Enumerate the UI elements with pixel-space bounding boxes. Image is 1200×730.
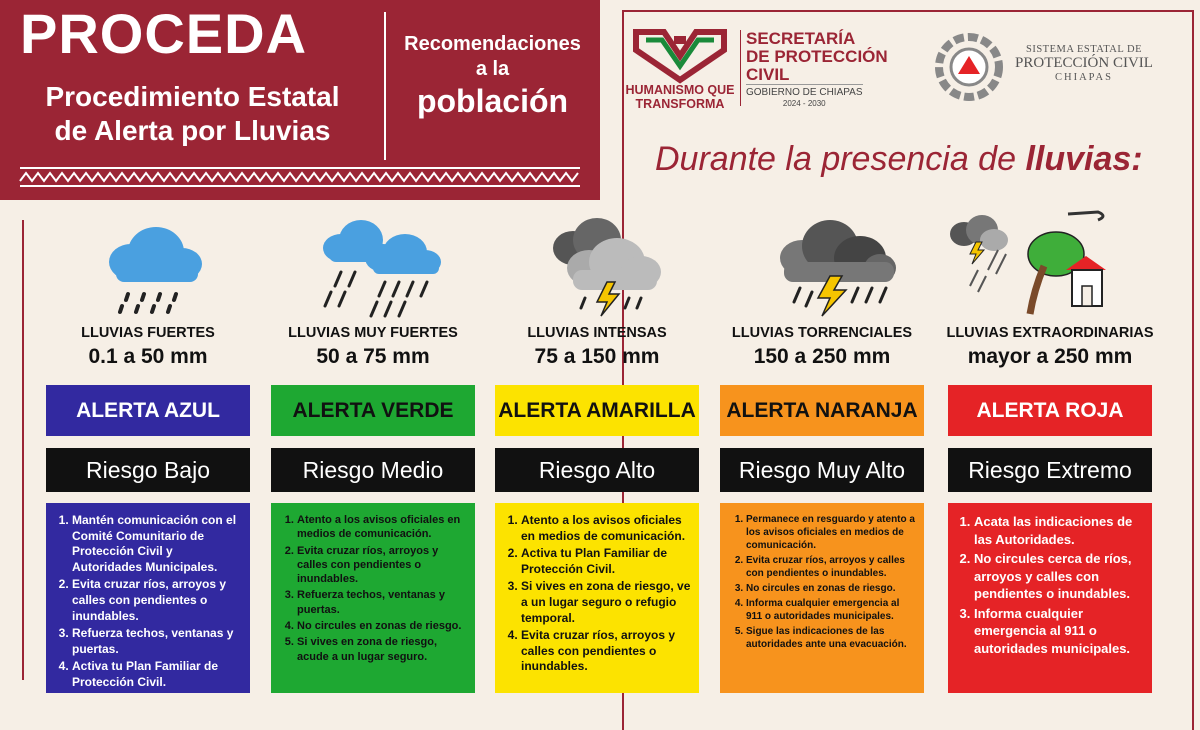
- page-subtitle: Procedimiento Estatal de Alerta por Lluvias: [45, 81, 340, 146]
- list-item: 3. Informa cualquier emergencia al 911 o autoridades municipales.: [974, 605, 1146, 658]
- risk-label: Riesgo Muy Alto: [720, 448, 924, 492]
- rain-level-name: LLUVIAS MUY FUERTES: [288, 325, 458, 341]
- header-banner: [0, 0, 600, 200]
- list-item: 4. Evita cruzar ríos, arroyos y calles con pendientes o inundables.: [521, 628, 693, 675]
- alert-badge-naranja: ALERTA NARANJA: [720, 385, 924, 436]
- alert-badge-roja: ALERTA ROJA: [948, 385, 1152, 436]
- list-item: 1. Atento a los avisos oficiales en medios de comunicación.: [297, 513, 469, 542]
- list-item: 5. Si vives en zona de riesgo, acude a un lugar seguro.: [297, 635, 469, 664]
- zigzag-pattern: [20, 166, 580, 188]
- alert-badge-verde: ALERTA VERDE: [271, 385, 475, 436]
- recommendation-list: [948, 503, 1152, 693]
- heart-logo-icon: [624, 26, 736, 84]
- list-item: 3. Si vives en zona de riesgo, ve a un lugar seguro o refugio temporal.: [521, 579, 693, 626]
- alert-badge-amarilla: ALERTA AMARILLA: [495, 385, 699, 436]
- content-frame-left: [22, 220, 24, 680]
- list-item: 2. Activa tu Plan Familiar de Protección Civil.: [521, 546, 693, 577]
- sistema-estatal-logo-text: SISTEMA ESTATAL DE PROTECCIÓN CIVIL CHIAPAS: [1015, 44, 1153, 83]
- list-item: 1. Mantén comunicación con el Comité Comunitario de Protección Civil y Autoridades Municipales.: [72, 513, 244, 575]
- storm-cloud-icon: [525, 210, 675, 320]
- list-item: 3. Refuerza techos, ventanas y puertas.: [72, 626, 244, 657]
- list-item: 2. No circules cerca de ríos, arroyos y calles con pendientes o inundables.: [974, 550, 1146, 603]
- list-item: 1. Atento a los avisos oficiales en medios de comunicación.: [521, 513, 693, 544]
- rain-level-range: 75 a 150 mm: [534, 345, 660, 368]
- list-item: 2. Evita cruzar ríos, arroyos y calles con pendientes o inundables.: [297, 544, 469, 587]
- secretaria-logo-text: SECRETARÍA DE PROTECCIÓN CIVIL: [746, 29, 888, 84]
- rain-level-name: LLUVIAS INTENSAS: [527, 325, 667, 341]
- list-item: 1. Permanece en resguardo y atento a los avisos oficiales en medios de comunicación.: [746, 513, 918, 552]
- recommendation-list: [495, 503, 699, 693]
- recommendation-list: [46, 503, 250, 693]
- hurricane-house-icon: [938, 210, 1108, 320]
- rain-level-range: 150 a 250 mm: [753, 345, 891, 368]
- risk-label: Riesgo Alto: [495, 448, 699, 492]
- humanismo-logo: HUMANISMO QUE TRANSFORMA: [624, 26, 736, 106]
- list-item: 2. Evita cruzar ríos, arroyos y calles con pendientes o inundables.: [72, 577, 244, 624]
- rain-level-range: 50 a 75 mm: [316, 345, 430, 368]
- recommendation-list: [271, 503, 475, 693]
- proteccion-civil-emblem-icon: [936, 28, 1002, 106]
- risk-label: Riesgo Extremo: [948, 448, 1152, 492]
- rain-level-range: 0.1 a 50 mm: [88, 345, 208, 368]
- risk-label: Riesgo Medio: [271, 448, 475, 492]
- gobierno-text: GOBIERNO DE CHIAPAS 2024 - 2030: [746, 84, 863, 109]
- list-item: 4. Informa cualquier emergencia al 911 o autoridades municipales.: [746, 597, 918, 623]
- rain-level-name: LLUVIAS TORRENCIALES: [731, 325, 913, 341]
- rain-cloud-icon: [76, 210, 226, 320]
- list-item: 1. Acata las indicaciones de las Autoridades.: [974, 513, 1146, 548]
- rain-level-range: mayor a 250 mm: [967, 345, 1133, 368]
- recommendations-label: Recomendaciones a la población: [404, 33, 581, 119]
- list-item: 5. Sigue las indicaciones de las autoridades ante una evacuación.: [746, 625, 918, 651]
- list-item: 4. Activa tu Plan Familiar de Protección Civil.: [72, 659, 244, 690]
- thunderstorm-icon: [750, 210, 900, 320]
- page-title: PROCEDA: [20, 2, 308, 65]
- list-item: 3. No circules en zonas de riesgo.: [746, 582, 918, 595]
- recommendation-list: [720, 503, 924, 693]
- header-divider: [384, 12, 386, 160]
- heavy-rain-clouds-icon: [301, 210, 451, 320]
- list-item: 2. Evita cruzar ríos, arroyos y calles con pendientes o inundables.: [746, 554, 918, 580]
- rain-level-name: LLUVIAS EXTRAORDINARIAS: [946, 325, 1154, 341]
- list-item: 4. No circules en zonas de riesgo.: [297, 619, 469, 633]
- section-heading: Durante la presencia de lluvias:: [655, 140, 1143, 178]
- logo-divider: [740, 30, 741, 106]
- alert-badge-azul: ALERTA AZUL: [46, 385, 250, 436]
- rain-level-name: LLUVIAS FUERTES: [81, 325, 215, 341]
- risk-label: Riesgo Bajo: [46, 448, 250, 492]
- list-item: 3. Refuerza techos, ventanas y puertas.: [297, 588, 469, 617]
